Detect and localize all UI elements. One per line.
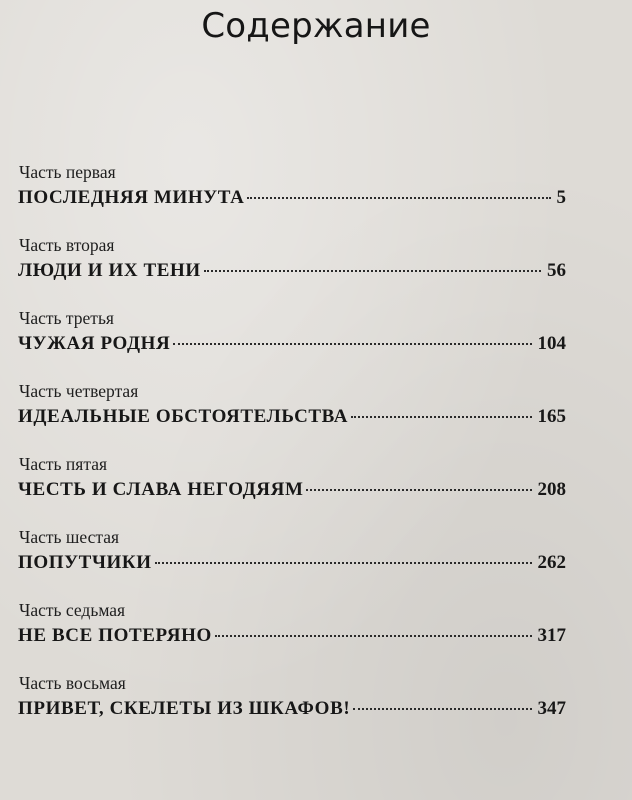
table-of-contents	[18, 154, 566, 738]
part-label: Часть восьмая	[19, 673, 126, 693]
part-label: Часть шестая	[19, 527, 120, 547]
toc-line[interactable]	[18, 552, 566, 574]
dot-leader	[247, 197, 550, 199]
toc-line[interactable]	[18, 406, 566, 428]
page-number: 56	[547, 260, 566, 281]
toc-line[interactable]	[18, 625, 566, 647]
toc-entry	[18, 592, 566, 665]
chapter-title: НЕ ВСЕ ПОТЕРЯНО	[18, 625, 212, 646]
page-number: 104	[537, 333, 566, 354]
toc-line[interactable]	[18, 260, 566, 282]
dot-leader	[351, 416, 531, 418]
part-label: Часть четвертая	[19, 381, 139, 401]
dot-leader	[215, 635, 532, 637]
dot-leader	[353, 708, 531, 710]
part-label: Часть седьмая	[19, 600, 126, 620]
dot-leader	[204, 270, 541, 272]
chapter-title: ЧУЖАЯ РОДНЯ	[18, 333, 171, 354]
toc-entry	[18, 519, 566, 592]
part-label: Часть третья	[19, 308, 114, 328]
part-label: Часть первая	[19, 162, 116, 182]
toc-line[interactable]	[18, 333, 566, 355]
toc-entry	[18, 373, 566, 446]
dot-leader	[173, 343, 531, 345]
page-number: 165	[537, 406, 566, 427]
chapter-title: ПОПУТЧИКИ	[18, 552, 152, 573]
part-label: Часть вторая	[19, 235, 115, 255]
page-title: Содержание	[201, 6, 431, 46]
toc-entry	[18, 665, 566, 738]
part-label: Часть пятая	[19, 454, 108, 474]
page-number: 262	[537, 552, 566, 573]
chapter-title: ИДЕАЛЬНЫЕ ОБСТОЯТЕЛЬСТВА	[18, 406, 349, 427]
page-number: 5	[556, 187, 566, 208]
dot-leader	[306, 489, 531, 491]
page-number: 208	[537, 479, 566, 500]
toc-entry	[18, 154, 566, 227]
page-number: 317	[537, 625, 566, 646]
dot-leader	[155, 562, 532, 564]
toc-line[interactable]	[18, 479, 566, 501]
chapter-title: ЧЕСТЬ И СЛАВА НЕГОДЯЯМ	[18, 479, 304, 500]
chapter-title: ЛЮДИ И ИХ ТЕНИ	[18, 260, 201, 281]
toc-line[interactable]	[18, 187, 566, 209]
chapter-title: ПРИВЕТ, СКЕЛЕТЫ ИЗ ШКАФОВ!	[18, 698, 351, 719]
toc-entry	[18, 300, 566, 373]
chapter-title: ПОСЛЕДНЯЯ МИНУТА	[18, 187, 245, 208]
toc-entry	[18, 446, 566, 519]
toc-line[interactable]	[18, 698, 566, 720]
page-number: 347	[537, 698, 566, 719]
toc-entry	[18, 227, 566, 300]
